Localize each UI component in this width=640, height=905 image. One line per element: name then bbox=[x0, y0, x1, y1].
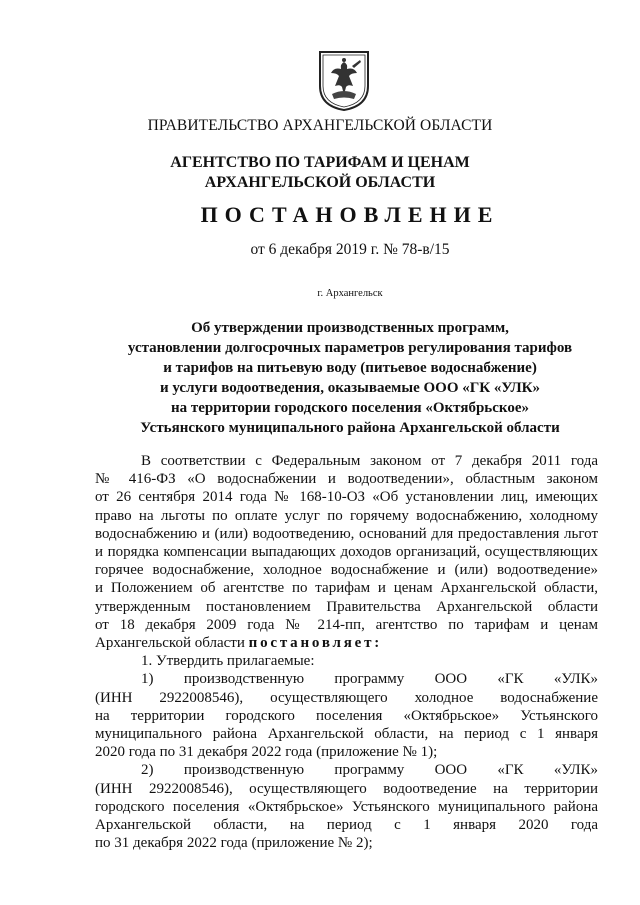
body-line: Архангельской области, на период с 1 января 2020 года bbox=[95, 817, 598, 834]
body-line bbox=[95, 634, 598, 652]
coat-of-arms-icon bbox=[318, 50, 370, 112]
body-line: утвержденным постановлением Правительства Архангельской области bbox=[95, 598, 598, 615]
heading-line: на территории городского поселения «Октябрьское» bbox=[170, 400, 529, 416]
body-line: 2) производственную программу ООО «ГК «УЛК» bbox=[141, 762, 598, 779]
body-line: право на льготы по оплате услуг по горячему водоснабжению, холодному bbox=[95, 507, 598, 524]
heading-line: Устьянского муниципального района Архангельской области bbox=[140, 420, 560, 436]
document-heading bbox=[30, 318, 640, 438]
body-text: Архангельской области bbox=[95, 635, 245, 652]
heading-line: и услуги водоотведения, оказываемые ООО «ГК «УЛК» bbox=[160, 380, 540, 396]
agency-line: АРХАНГЕЛЬСКОЙ ОБЛАСТИ bbox=[204, 174, 436, 191]
body-line: по 31 декабря 2022 года (приложение № 2); bbox=[95, 835, 373, 852]
heading-line: установлении долгосрочных параметров регулирования тарифов bbox=[127, 340, 573, 356]
body-line: горячее водоснабжение, холодное водоснабжение и (или) водоотведение» bbox=[95, 562, 598, 579]
agency-line: АГЕНТСТВО ПО ТАРИФАМ И ЦЕНАМ bbox=[170, 154, 470, 171]
body-line: от 18 декабря 2009 года № 214-пп, агентство по тарифам и ценам bbox=[95, 616, 598, 633]
body-line: и Положением об агентстве по тарифам и ценам Архангельской области, bbox=[95, 580, 598, 597]
body-line: 2020 года по 31 декабря 2022 года (приложение № 1); bbox=[95, 744, 438, 761]
body-line: и порядка компенсации выпадающих доходов организаций, осуществляющих bbox=[95, 544, 598, 561]
body-line: 1) производственную программу ООО «ГК «УЛК» bbox=[141, 671, 598, 688]
body-line: (ИНН 2922008546), осуществляющего холодное водоснабжение bbox=[95, 689, 598, 706]
heading-line: Об утверждении производственных программ, bbox=[191, 320, 509, 336]
city: г. Архангельск bbox=[317, 288, 383, 299]
body-line: 1. Утвердить прилагаемые: bbox=[141, 653, 315, 670]
body-line: (ИНН 2922008546), осуществляющего водоотведение на территории bbox=[95, 780, 598, 797]
body-line: от 26 сентября 2014 года № 168-10-ОЗ «Об установлении лиц, имеющих bbox=[95, 489, 598, 506]
agency-name bbox=[0, 153, 640, 193]
document-body bbox=[95, 452, 598, 852]
body-line: В соответствии с Федеральным законом от 7 декабря 2011 года bbox=[141, 453, 598, 469]
heading-line: и тарифов на питьевую воду (питьевое водоснабжение) bbox=[163, 360, 537, 376]
body-line: водоснабжению и (или) водоотведению, оснований для предоставления льгот bbox=[95, 525, 598, 542]
body-line: муниципального района Архангельской области, на период с 1 января bbox=[95, 726, 598, 743]
date-number: от 6 декабря 2019 г. № 78-в/15 bbox=[250, 241, 450, 258]
body-line: № 416-ФЗ «О водоснабжении и водоотведении», областным законом bbox=[95, 471, 598, 488]
resolve-word: постановляет: bbox=[248, 635, 383, 652]
body-line: на территории городского поселения «Октябрьское» Устьянского bbox=[95, 707, 598, 724]
body-line: городского поселения «Октябрьское» Устьянского муниципального района bbox=[95, 798, 598, 815]
government-name: ПРАВИТЕЛЬСТВО АРХАНГЕЛЬСКОЙ ОБЛАСТИ bbox=[147, 117, 493, 134]
document-type: ПОСТАНОВЛЕНИЕ bbox=[200, 202, 500, 227]
